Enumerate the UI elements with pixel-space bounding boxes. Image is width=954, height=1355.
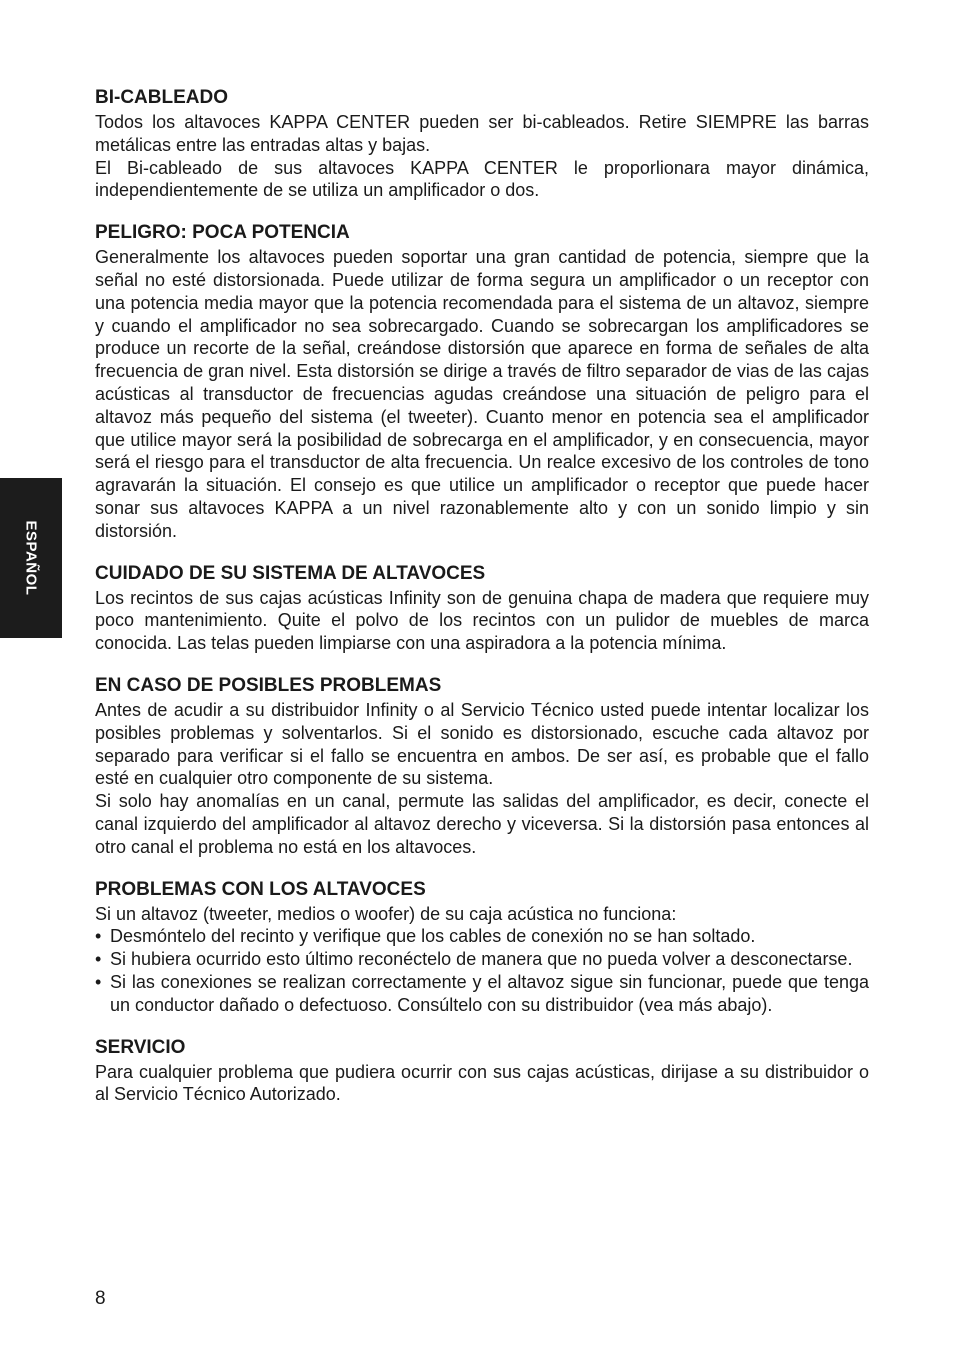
section-bi-cableado (95, 86, 869, 202)
section-heading: PROBLEMAS CON LOS ALTAVOCES (95, 878, 426, 900)
section-cuidado-sistema (95, 562, 869, 655)
section-problemas-altavoces (95, 878, 869, 1017)
list-item: • Si las conexiones se realizan correctamente y el altavoz sigue sin funcionar, puede que tenga un conductor dañado o defectuoso. Consúltelo con su distribuidor (vea más abajo). (95, 971, 869, 1017)
list-item: • Si hubiera ocurrido esto último reconéctelo de manera que no pueda volver a desconectarse. (95, 948, 869, 971)
language-side-tab (0, 478, 62, 638)
section-paragraph: El Bi-cableado de sus altavoces KAPPA CENTER le proporlionara mayor dinámica, independientemente de se utiliza un amplificador o dos. (95, 157, 869, 201)
section-paragraph: Generalmente los altavoces pueden soportar una gran cantidad de potencia, siempre que la señal no esté distorsionada. Puede utilizar de forma segura un amplificador o un receptor con una potencia media mayor que la potencia recomendada para el sistema de un altavoz, siempre y cuando el amplificador no sea sobrecargado. Cuando se sobrecargan los amplificadores se produce un recorte de la señal, creándose distorsión que aparece en forma de señales de alta frecuencia de gran nivel. Esta distorsión se dirige a través de filtro separador de vias de las cajas acústicas al transductor de frecuencias agudas creándose una situación de peligro para el altavoz más pequeño del sistema (el tweeter). Cuanto menor en potencia sea el amplificador que utilice mayor será la posibilidad de sobrecarga en el amplificador, y en consecuencia, mayor será el riesgo para el transductor de alta frecuencia. Un realce excesivo de los controles de tono agravarán la situación. El consejo es que utilice un amplificador o receptor que puede hacer sonar sus altavoces KAPPA a un nivel razonablemente alto y con un sonido limpio y sin distorsión. (95, 247, 869, 541)
page-number: 8 (95, 1288, 106, 1309)
section-paragraph: Para cualquier problema que pudiera ocurrir con sus cajas acústicas, dirijase a su distribuidor o al Servicio Técnico Autorizado. (95, 1061, 869, 1105)
section-paragraph: Antes de acudir a su distribuidor Infinity o al Servicio Técnico usted puede intentar localizar los posibles problemas y solventarlos. Si el sonido es distorsionado, escuche cada altavoz por separado para verificar si el fallo se encuentra en ambos. De ser así, es probable que el fallo esté en cualquier otro componente de su sistema. (95, 699, 869, 789)
section-peligro-poca-potencia (95, 221, 869, 542)
section-heading: CUIDADO DE SU SISTEMA DE ALTAVOCES (95, 562, 486, 584)
section-heading: BI-CABLEADO (95, 87, 228, 108)
section-paragraph: Todos los altavoces KAPPA CENTER pueden ser bi-cableados. Retire SIEMPRE las barras metálicas entre las entradas altas y bajas. (95, 112, 869, 155)
list-item: • Desmóntelo del recinto y verifique que los cables de conexión no se han soltado. (95, 925, 869, 948)
bullet-list (95, 925, 869, 1016)
section-posibles-problemas (95, 674, 869, 859)
page-content (95, 86, 869, 1125)
section-paragraph: Si solo hay anomalías en un canal, permute las salidas del amplificador, es decir, conecte el canal izquierdo del amplificador al altavoz derecho y viceversa. Si la distorsión pasa entonces al otro canal el problema no está en los altavoces. (95, 791, 869, 857)
section-paragraph: Si un altavoz (tweeter, medios o woofer) de su caja acústica no funciona: (95, 903, 677, 924)
section-heading: EN CASO DE POSIBLES PROBLEMAS (95, 674, 442, 696)
section-heading: PELIGRO: POCA POTENCIA (95, 222, 350, 244)
section-servicio (95, 1036, 869, 1107)
section-heading: SERVICIO (95, 1036, 186, 1058)
language-tab-label: ESPAÑOL (22, 520, 40, 596)
section-paragraph: Los recintos de sus cajas acústicas Infinity son de genuina chapa de madera que requiere muy poco mantenimiento. Quite el polvo de los recintos con un pulidor de muebles de marca conocida. Las telas pueden limpiarse con una aspiradora a la potencia mínima. (95, 587, 869, 654)
